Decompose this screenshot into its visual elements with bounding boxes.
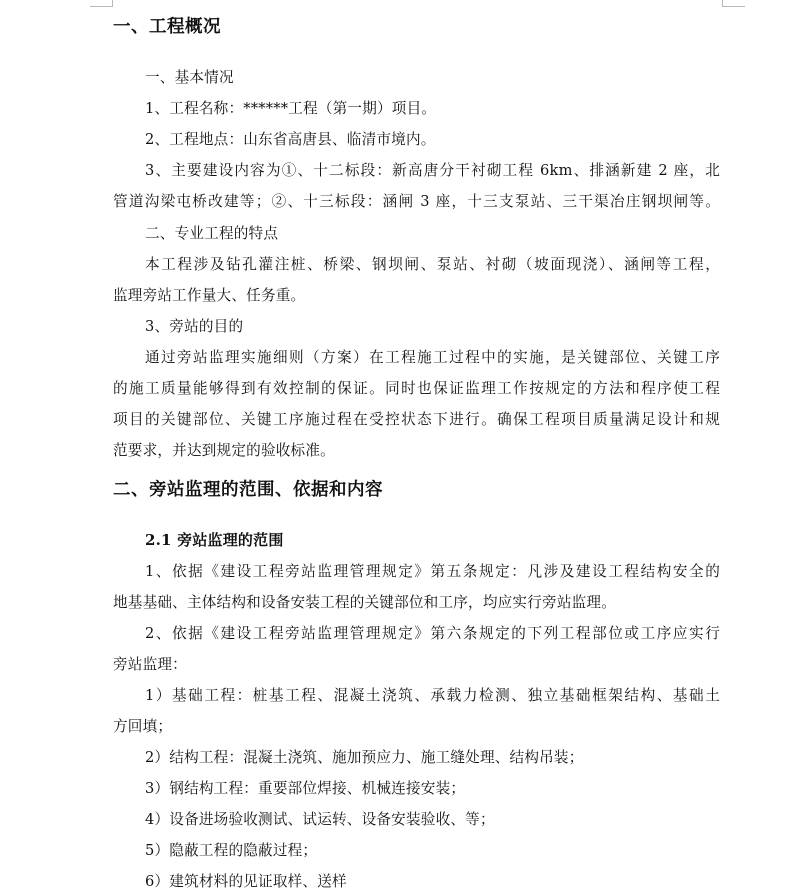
page-corner-mark-right (722, 0, 745, 7)
section-heading-2: 二、旁站监理的范围、依据和内容 (113, 480, 383, 500)
paragraph-line: 通过旁站监理实施细则（方案）在工程施工过程中的实施，是关键部位、关键工序 (145, 349, 720, 366)
list-item-partial: 6）建筑材料的见证取样、送样 (145, 873, 347, 890)
list-item: 3）钢结构工程：重要部位焊接、机械连接安装； (145, 780, 466, 797)
paragraph-line: 旁站监理： (113, 656, 187, 673)
subsection-title: 2.1 旁站监理的范围 (145, 531, 284, 549)
subsection-heading: 二、专业工程的特点 (145, 225, 279, 242)
paragraph-line: 3、主要建设内容为①、十二标段：新高唐分干衬砌工程 6km、排涵新建 2 座，北 (145, 162, 720, 179)
paragraph-line: 地基基础、主体结构和设备安装工程的关键部位和工序，均应实行旁站监理。 (113, 594, 616, 611)
list-item: 2）结构工程：混凝土浇筑、施加预应力、施工缝处理、结构吊装； (145, 749, 584, 766)
list-item-continuation: 方回填； (113, 718, 173, 735)
paragraph-line: 2、工程地点：山东省高唐县、临清市境内。 (145, 131, 436, 148)
section-heading-1: 一、工程概况 (113, 17, 221, 37)
paragraph-line: 的施工质量能够得到有效控制的保证。同时也保证监理工作按规定的方法和程序使工程 (113, 380, 720, 397)
paragraph-line: 本工程涉及钻孔灌注桩、桥梁、钢坝闸、泵站、衬砌（坡面现浇）、涵闸等工程， (145, 256, 720, 273)
list-item: 5）隐蔽工程的隐蔽过程； (145, 842, 318, 859)
paragraph-line: 监理旁站工作量大、任务重。 (113, 287, 306, 304)
paragraph-line: 1、依据《建设工程旁站监理管理规定》第五条规定：凡涉及建设工程结构安全的 (145, 563, 720, 580)
paragraph-line: 1、工程名称：******工程（第一期）项目。 (145, 100, 437, 117)
page-corner-mark-left (90, 0, 113, 7)
paragraph-line: 范要求，并达到规定的验收标准。 (113, 442, 335, 459)
subsection-heading: 3、旁站的目的 (145, 318, 244, 335)
paragraph-line: 项目的关键部位、关键工序施过程在受控状态下进行。确保工程项目质量满足设计和规 (113, 411, 720, 428)
paragraph-line: 管道沟梁屯桥改建等；②、十三标段：涵闸 3 座，十三支泵站、三干渠冶庄钢坝闸等。 (113, 193, 720, 210)
list-item: 1）基础工程：桩基工程、混凝土浇筑、承载力检测、独立基础框架结构、基础土 (145, 687, 720, 704)
list-item: 4）设备进场验收测试、试运转、设备安装验收、等； (145, 811, 495, 828)
subsection-heading: 一、基本情况 (145, 69, 234, 86)
paragraph-line: 2、依据《建设工程旁站监理管理规定》第六条规定的下列工程部位或工序应实行 (145, 625, 720, 642)
